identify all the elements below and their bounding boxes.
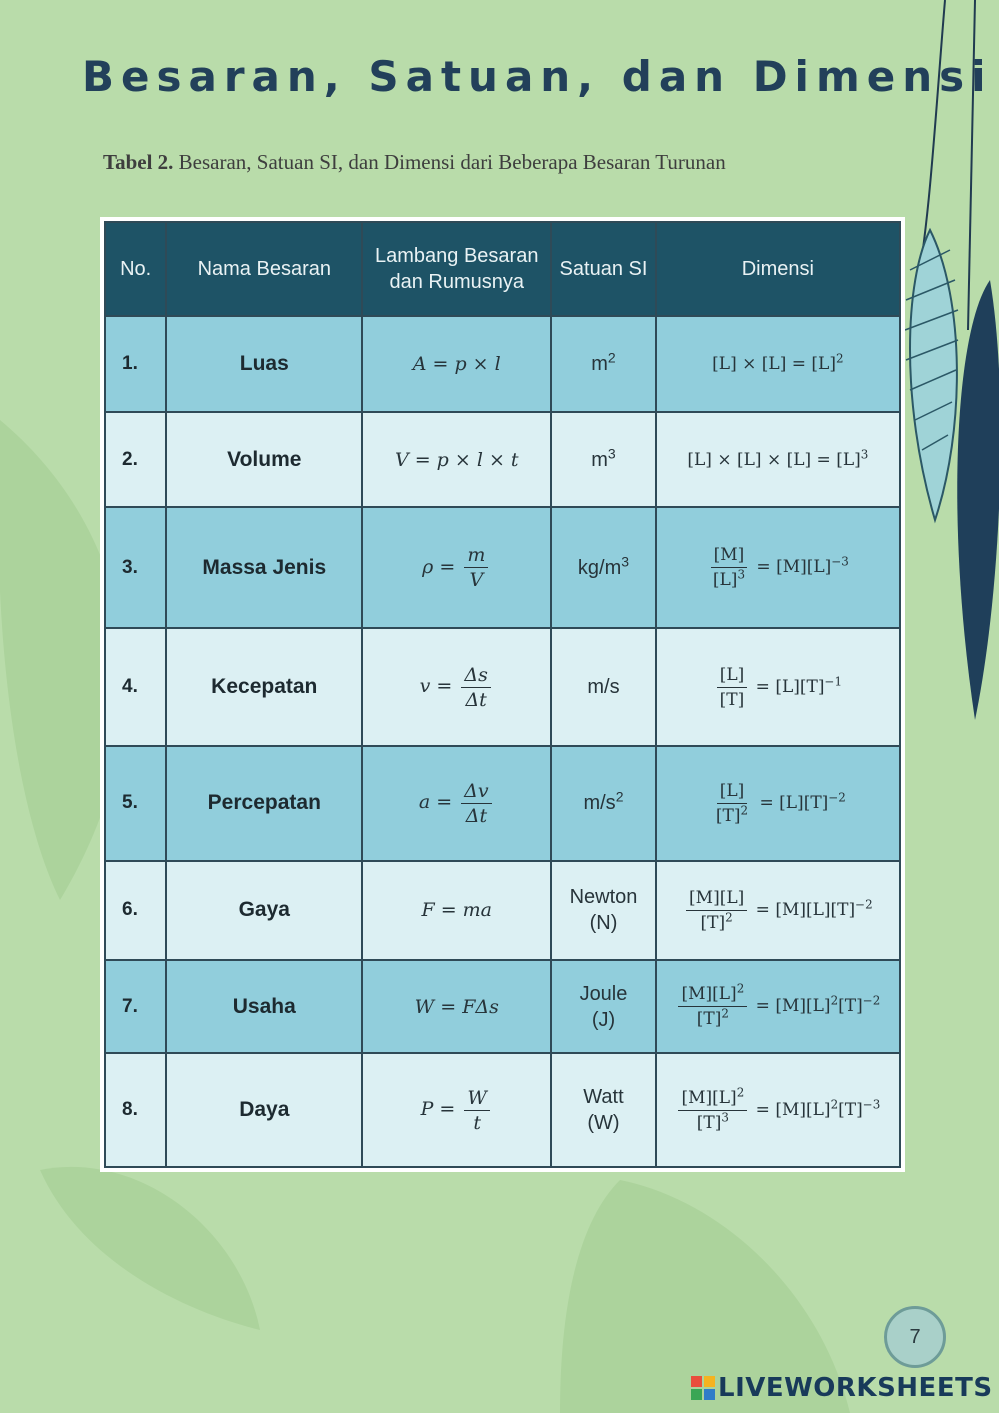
quantity-dimension: $\frac{[M][L]^2}{[T]^2}$ = $[M][L]^2[T]^{-2}$: [656, 960, 900, 1053]
table-header-row: [105, 222, 900, 316]
quantity-name: Luas: [166, 316, 362, 412]
si-unit: Watt (W): [551, 1053, 656, 1167]
header-name: Nama Besaran: [166, 222, 362, 316]
si-unit: m/s: [551, 628, 656, 746]
header-no: No.: [105, 222, 166, 316]
quantity-dimension: $\frac{[L]}{[T]^2}$ = $[L][T]^{-2}$: [656, 746, 900, 861]
quantity-formula: ρ = $\frac{m}{V}$: [362, 507, 551, 629]
si-unit: Newton (N): [551, 861, 656, 960]
row-number: 3.: [105, 507, 166, 629]
table-row: [105, 746, 900, 861]
quantity-name: Volume: [166, 412, 362, 506]
quantity-formula: A = p × l: [362, 316, 551, 412]
si-unit: $kg/m^3$: [551, 507, 656, 629]
table-row: [105, 507, 900, 629]
quantity-name: Usaha: [166, 960, 362, 1053]
row-number: 4.: [105, 628, 166, 746]
quantity-dimension: $[L] \times [L] \times [L] = [L]^3$: [656, 412, 900, 506]
page-number-badge: 7: [884, 1306, 946, 1368]
row-number: 6.: [105, 861, 166, 960]
page-title: Besaran, Satuan, dan Dimensi: [82, 52, 993, 101]
table-frame: [100, 217, 905, 1172]
table-row: [105, 412, 900, 506]
quantity-formula: F = ma: [362, 861, 551, 960]
row-number: 8.: [105, 1053, 166, 1167]
header-unit: Satuan SI: [551, 222, 656, 316]
row-number: 1.: [105, 316, 166, 412]
header-formula: Lambang Besaran dan Rumusnya: [362, 222, 551, 316]
quantity-formula: V = p × l × t: [362, 412, 551, 506]
quantity-name: Percepatan: [166, 746, 362, 861]
quantity-formula: W = FΔs: [362, 960, 551, 1053]
table-row: [105, 861, 900, 960]
quantity-name: Massa Jenis: [166, 507, 362, 629]
quantity-name: Gaya: [166, 861, 362, 960]
quantity-formula: P = $\frac{W}{t}$: [362, 1053, 551, 1167]
header-dimension: Dimensi: [656, 222, 900, 316]
row-number: 7.: [105, 960, 166, 1053]
liveworksheets-logo-icon: [690, 1375, 718, 1401]
si-unit: $m^2$: [551, 316, 656, 412]
row-number: 5.: [105, 746, 166, 861]
watermark[interactable]: [690, 1368, 993, 1408]
quantity-dimension: $\frac{[M][L]^2}{[T]^3}$ = $[M][L]^2[T]^{-3}$: [656, 1053, 900, 1167]
quantity-formula: v = $\frac{\Delta s}{\Delta t}$: [362, 628, 551, 746]
quantity-formula: a = $\frac{\Delta v}{\Delta t}$: [362, 746, 551, 861]
quantities-table: [104, 221, 901, 1168]
table-row: [105, 1053, 900, 1167]
row-number: 2.: [105, 412, 166, 506]
table-row: [105, 628, 900, 746]
quantity-name: Kecepatan: [166, 628, 362, 746]
table-caption: [103, 150, 726, 175]
table-row: [105, 960, 900, 1053]
caption-label: Tabel 2.: [103, 150, 174, 174]
quantity-name: Daya: [166, 1053, 362, 1167]
quantity-dimension: $\frac{[M][L]}{[T]^2}$ = $[M][L][T]^{-2}$: [656, 861, 900, 960]
quantity-dimension: $\frac{[L]}{[T]}$ = $[L][T]^{-1}$: [656, 628, 900, 746]
si-unit: $m/s^2$: [551, 746, 656, 861]
quantity-dimension: $[L] \times [L] = [L]^2$: [656, 316, 900, 412]
caption-text: Besaran, Satuan SI, dan Dimensi dari Beberapa Besaran Turunan: [173, 150, 726, 174]
quantity-dimension: $\frac{[M]}{[L]^3}$ = $[M][L]^{-3}$: [656, 507, 900, 629]
si-unit: Joule (J): [551, 960, 656, 1053]
watermark-text: LIVEWORKSHEETS: [718, 1373, 993, 1403]
table-row: [105, 316, 900, 412]
si-unit: $m^3$: [551, 412, 656, 506]
